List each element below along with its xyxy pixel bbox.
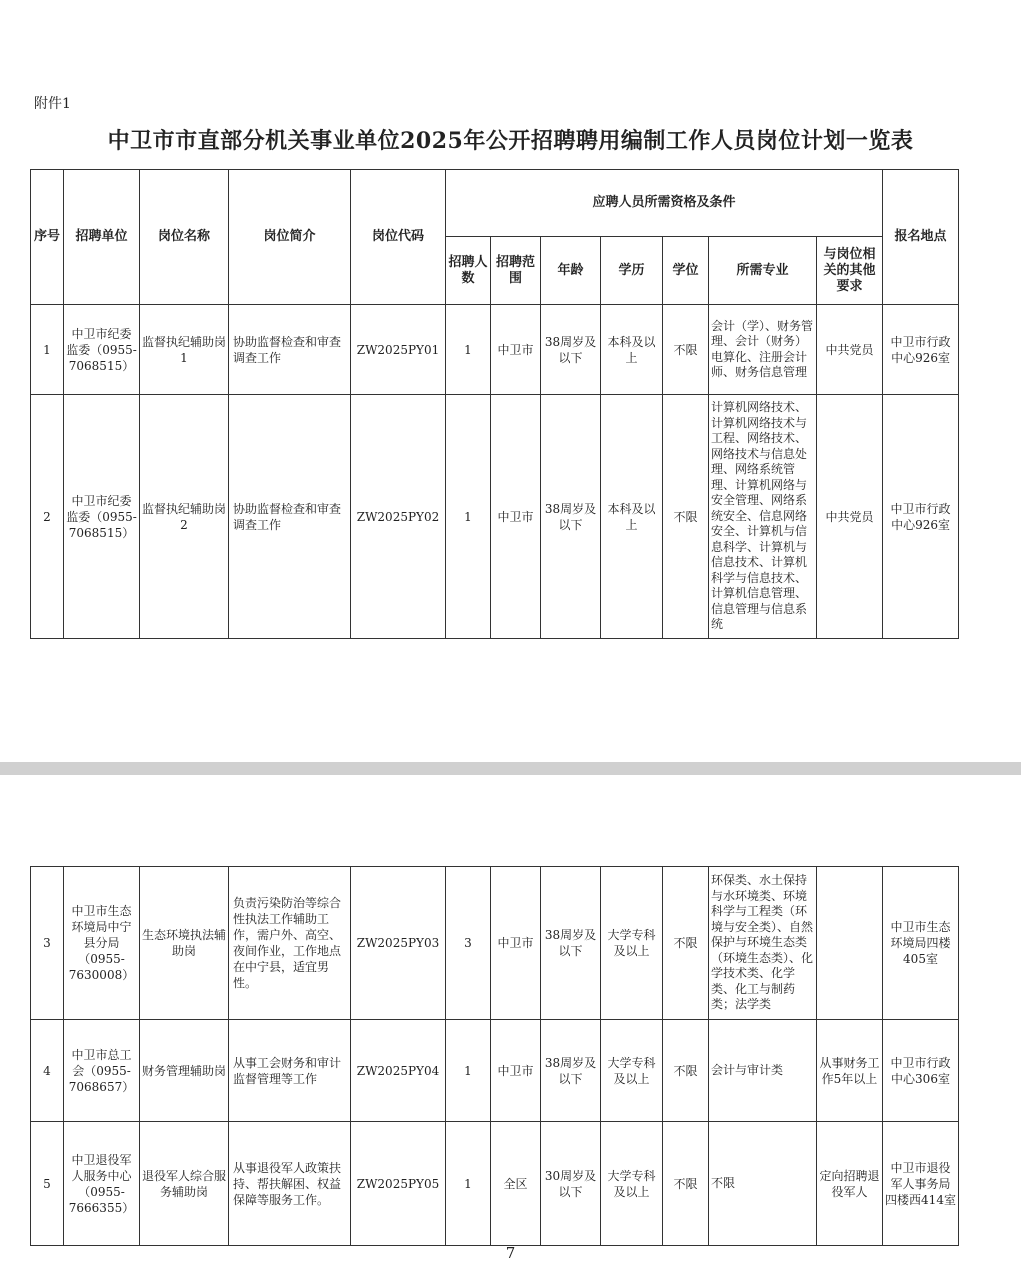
cell-other: 定向招聘退役军人 [817, 1122, 883, 1246]
cell-age: 38周岁及以下 [541, 1020, 601, 1122]
cell-count: 3 [446, 867, 491, 1020]
header-seq: 序号 [31, 170, 64, 305]
cell-age: 38周岁及以下 [541, 305, 601, 395]
cell-major: 会计与审计类 [709, 1020, 817, 1122]
cell-position: 财务管理辅助岗 [140, 1020, 229, 1122]
cell-seq: 3 [31, 867, 64, 1020]
page-title: 中卫市市直部分机关事业单位2025年公开招聘聘用编制工作人员岗位计划一览表 [107, 128, 914, 154]
cell-major: 环保类、水土保持与水环境类、环境科学与工程类（环境与安全类）、自然保护与环境生态类（环境生态类）、化学技术类、化学类、化工与制药类；法学类 [709, 867, 817, 1020]
attachment-label: 附件1 [34, 96, 71, 112]
cell-degree: 不限 [663, 1020, 709, 1122]
cell-degree: 不限 [663, 305, 709, 395]
cell-other: 从事财务工作5年以上 [817, 1020, 883, 1122]
cell-education: 大学专科及以上 [601, 867, 663, 1020]
cell-count: 1 [446, 395, 491, 639]
header-degree: 学位 [663, 237, 709, 305]
header-count: 招聘人数 [446, 237, 491, 305]
cell-other [817, 867, 883, 1020]
cell-seq: 1 [31, 305, 64, 395]
cell-education: 大学专科及以上 [601, 1122, 663, 1246]
cell-scope: 中卫市 [491, 867, 541, 1020]
table-row [31, 1122, 959, 1246]
cell-location: 中卫市行政中心306室 [883, 1020, 959, 1122]
cell-count: 1 [446, 1122, 491, 1246]
cell-major: 计算机网络技术、计算机网络技术与工程、网络技术、网络技术与信息处理、网络系统管理、计算机网络与安全管理、网络系统安全、信息网络安全、计算机与信息科学、计算机与信息技术、计算机科学与信息技术、计算机信息管理、信息管理与信息系统 [709, 395, 817, 639]
cell-position: 生态环境执法辅助岗 [140, 867, 229, 1020]
cell-major: 会计（学）、财务管理、会计（财务）电算化、注册会计师、财务信息管理 [709, 305, 817, 395]
cell-count: 1 [446, 1020, 491, 1122]
cell-position: 监督执纪辅助岗2 [140, 395, 229, 639]
cell-count: 1 [446, 305, 491, 395]
cell-code: ZW2025PY02 [351, 395, 446, 639]
cell-degree: 不限 [663, 1122, 709, 1246]
cell-code: ZW2025PY01 [351, 305, 446, 395]
cell-other: 中共党员 [817, 305, 883, 395]
cell-major: 不限 [709, 1122, 817, 1246]
cell-unit: 中卫市纪委监委（0955-7068515） [64, 305, 140, 395]
cell-location: 中卫市行政中心926室 [883, 395, 959, 639]
header-unit: 招聘单位 [64, 170, 140, 305]
cell-unit: 中卫退役军人服务中心（0955-7666355） [64, 1122, 140, 1246]
header-age: 年龄 [541, 237, 601, 305]
header-code: 岗位代码 [351, 170, 446, 305]
table-row [31, 305, 959, 395]
cell-location: 中卫市行政中心926室 [883, 305, 959, 395]
cell-other: 中共党员 [817, 395, 883, 639]
cell-position: 监督执纪辅助岗1 [140, 305, 229, 395]
page-divider [0, 762, 1021, 775]
cell-age: 30周岁及以下 [541, 1122, 601, 1246]
cell-intro: 从事工会财务和审计监督管理等工作 [229, 1020, 351, 1122]
page-number: 7 [505, 1244, 516, 1262]
cell-scope: 中卫市 [491, 1020, 541, 1122]
cell-unit: 中卫市生态环境局中宁县分局（0955-7630008） [64, 867, 140, 1020]
cell-unit: 中卫市纪委监委（0955-7068515） [64, 395, 140, 639]
cell-degree: 不限 [663, 395, 709, 639]
cell-intro: 协助监督检查和审查调查工作 [229, 305, 351, 395]
cell-intro: 协助监督检查和审查调查工作 [229, 395, 351, 639]
header-position: 岗位名称 [140, 170, 229, 305]
cell-seq: 5 [31, 1122, 64, 1246]
cell-location: 中卫市生态环境局四楼405室 [883, 867, 959, 1020]
cell-education: 本科及以上 [601, 395, 663, 639]
header-intro: 岗位简介 [229, 170, 351, 305]
cell-unit: 中卫市总工会（0955-7068657） [64, 1020, 140, 1122]
header-location: 报名地点 [883, 170, 959, 305]
header-education: 学历 [601, 237, 663, 305]
cell-intro: 从事退役军人政策扶持、帮扶解困、权益保障等服务工作。 [229, 1122, 351, 1246]
table-row [31, 395, 959, 639]
position-plan-table-continued [30, 866, 959, 1246]
cell-education: 大学专科及以上 [601, 1020, 663, 1122]
cell-intro: 负责污染防治等综合性执法工作辅助工作，需户外、高空、夜间作业，工作地点在中宁县，适宜男性。 [229, 867, 351, 1020]
cell-location: 中卫市退役军人事务局四楼西414室 [883, 1122, 959, 1246]
cell-age: 38周岁及以下 [541, 867, 601, 1020]
cell-seq: 2 [31, 395, 64, 639]
cell-education: 本科及以上 [601, 305, 663, 395]
cell-scope: 中卫市 [491, 395, 541, 639]
cell-position: 退役军人综合服务辅助岗 [140, 1122, 229, 1246]
cell-seq: 4 [31, 1020, 64, 1122]
cell-scope: 全区 [491, 1122, 541, 1246]
cell-age: 38周岁及以下 [541, 395, 601, 639]
table-row [31, 1020, 959, 1122]
header-scope: 招聘范围 [491, 237, 541, 305]
cell-code: ZW2025PY03 [351, 867, 446, 1020]
cell-code: ZW2025PY05 [351, 1122, 446, 1246]
header-other: 与岗位相关的其他要求 [817, 237, 883, 305]
header-major: 所需专业 [709, 237, 817, 305]
cell-degree: 不限 [663, 867, 709, 1020]
cell-scope: 中卫市 [491, 305, 541, 395]
header-qualifications: 应聘人员所需资格及条件 [446, 170, 883, 237]
position-plan-table [30, 169, 959, 639]
cell-code: ZW2025PY04 [351, 1020, 446, 1122]
table-row [31, 867, 959, 1020]
